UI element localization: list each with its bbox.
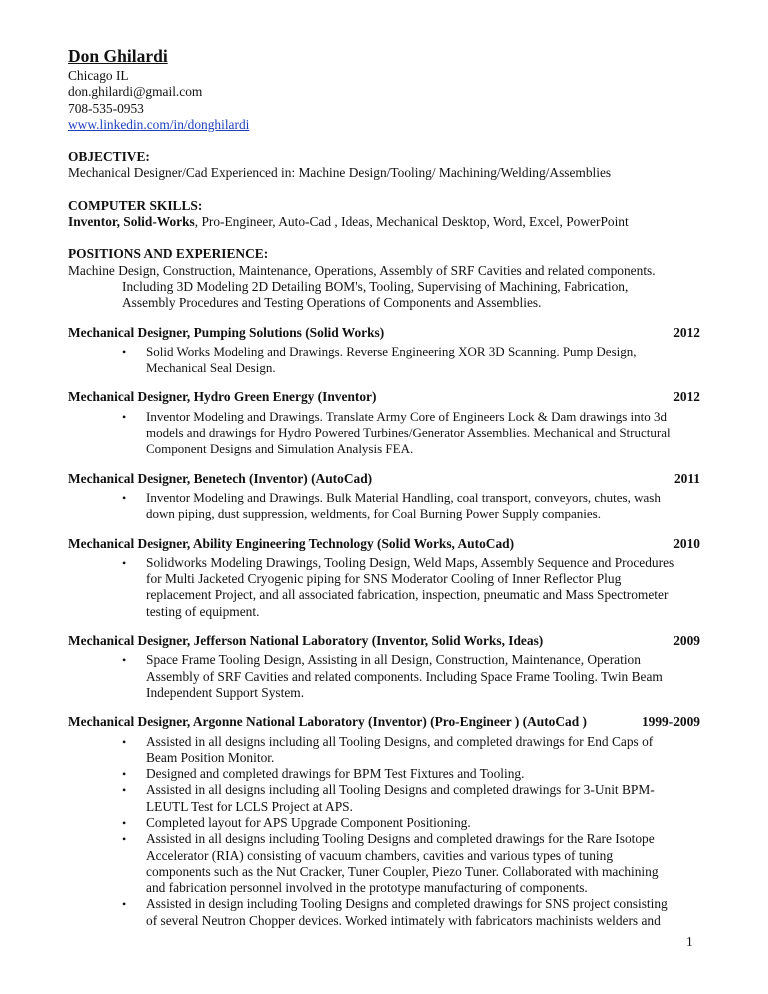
jobs-list	[68, 325, 700, 930]
job-year: 2009	[673, 633, 700, 649]
job-title: Mechanical Designer, Argonne National Laboratory (Inventor) (Pro-Engineer ) (AutoCad )	[68, 714, 587, 730]
job-bullets	[68, 734, 700, 930]
bullet-icon: •	[122, 815, 127, 830]
positions-section	[68, 246, 700, 311]
bullet-line: Inventor Modeling and Drawings. Bulk Material Handling, coal transport, conveyors, chutes, wash	[146, 489, 661, 505]
bullet-icon: •	[122, 767, 127, 782]
bullet-line: of several Neutron Chopper devices. Worked intimately with fabricators machinists welders and	[146, 912, 661, 928]
candidate-name: Don Ghilardi	[68, 46, 168, 66]
job-entry	[68, 471, 700, 523]
job-title-row	[68, 633, 700, 649]
bullet-line: Accelerator (RIA) consisting of vacuum chambers, cavities and various types of tuning	[146, 847, 614, 863]
job-year: 1999-2009	[641, 714, 700, 730]
job-bullets	[68, 409, 700, 458]
bullet-item	[68, 831, 700, 896]
job-title-row	[68, 325, 700, 341]
job-year: 2010	[673, 535, 700, 551]
job-bullets	[68, 490, 700, 523]
bullet-icon: •	[122, 734, 127, 749]
bullet-icon: •	[122, 344, 127, 359]
bullet-line: Assisted in all designs including all Tooling Designs and completed drawings for 3-Unit BPM-	[146, 782, 655, 798]
bullet-line: testing of equipment.	[146, 603, 260, 619]
objective-section	[68, 149, 700, 182]
bullet-line: Independent Support System.	[146, 684, 305, 700]
bullet-item	[68, 766, 700, 782]
bullet-icon: •	[122, 832, 127, 847]
bullet-line: for Multi Jacketed Cryogenic piping for SNS Moderator Cooling of Inner Reflector Plug	[146, 571, 622, 587]
bullet-line: models and drawings for Hydro Powered Turbines/Generator Assemblies. Mechanical and Structural	[146, 425, 671, 441]
bullet-item	[68, 734, 700, 767]
bullet-line: replacement Project, and all associated fabrication, inspection, pneumatic and Mass Spectrometer	[146, 587, 669, 603]
bullet-icon: •	[122, 409, 127, 424]
job-entry	[68, 389, 700, 457]
location: Chicago IL	[68, 68, 129, 83]
skills-heading: COMPUTER SKILLS:	[68, 197, 203, 213]
job-entry	[68, 536, 700, 620]
job-entry	[68, 633, 700, 701]
job-title-row	[68, 389, 700, 405]
bullet-line: components such as the Nut Cracker, Tuner Coupler, Piezo Tuner. Collaborated with machining	[146, 863, 659, 879]
job-title: Mechanical Designer, Jefferson National Laboratory (Inventor, Solid Works, Ideas)	[68, 633, 544, 649]
objective-text: Mechanical Designer/Cad Experienced in: Machine Design/Tooling/ Machining/Welding/Assemblies	[68, 165, 612, 181]
job-title: Mechanical Designer, Ability Engineering Technology (Solid Works, AutoCad)	[68, 535, 515, 551]
job-title: Mechanical Designer, Pumping Solutions (Solid Works)	[68, 324, 385, 340]
job-title-row	[68, 471, 700, 487]
bullet-item	[68, 490, 700, 523]
bullet-line: Assembly of SRF Cavities and related components. Including Space Frame Tooling. Twin Beam	[146, 668, 663, 684]
bullet-icon: •	[122, 555, 127, 570]
bullet-icon: •	[122, 653, 127, 668]
bullet-line: Solid Works Modeling and Drawings. Reverse Engineering XOR 3D Scanning. Pump Design,	[146, 343, 637, 359]
bullet-item	[68, 896, 700, 929]
skills-lead: Inventor, Solid-Works	[68, 214, 195, 230]
bullet-line: Inventor Modeling and Drawings. Translate Army Core of Engineers Lock & Dam drawings into 3d	[146, 408, 667, 424]
job-title-row	[68, 536, 700, 552]
bullet-line: Assisted in all designs including Tooling Designs and completed drawings for the Rare Isotope	[146, 831, 655, 847]
bullet-item	[68, 815, 700, 831]
job-bullets	[68, 652, 700, 701]
job-entry	[68, 714, 700, 929]
positions-heading: POSITIONS AND EXPERIENCE:	[68, 246, 269, 262]
bullet-icon: •	[122, 783, 127, 798]
job-bullets	[68, 344, 700, 377]
bullet-item	[68, 652, 700, 701]
job-title: Mechanical Designer, Hydro Green Energy (Inventor)	[68, 389, 377, 405]
bullet-line: Solidworks Modeling Drawings, Tooling Design, Weld Maps, Assembly Sequence and Procedures	[146, 554, 675, 570]
job-title: Mechanical Designer, Benetech (Inventor) (AutoCad)	[68, 470, 373, 486]
bullet-item	[68, 782, 700, 815]
job-bullets	[68, 555, 700, 620]
page-number: 1	[686, 934, 693, 949]
skills-section	[68, 198, 700, 231]
bullet-icon: •	[122, 490, 127, 505]
bullet-line: Designed and completed drawings for BPM Test Fixtures and Tooling.	[146, 766, 525, 782]
bullet-line: Space Frame Tooling Design, Assisting in all Design, Construction, Maintenance, Operation	[146, 652, 641, 668]
job-year: 2012	[673, 324, 700, 340]
bullet-line: down piping, dust suppression, weldments, for Coal Burning Power Supply companies.	[146, 506, 601, 522]
bullet-line: LEUTL Test for LCLS Project at APS.	[146, 798, 353, 814]
skills-text	[68, 214, 700, 230]
bullet-line: Component Designs and Simulation Analysis FEA.	[146, 441, 414, 457]
skills-rest: , Pro-Engineer, Auto-Cad , Ideas, Mechanical Desktop, Word, Excel, PowerPoint	[194, 214, 629, 230]
positions-line-2: Including 3D Modeling 2D Detailing BOM's, Tooling, Supervising of Machining, Fabrication,	[122, 278, 629, 294]
resume-page	[68, 46, 700, 929]
job-title-row	[68, 714, 700, 730]
bullet-line: Mechanical Seal Design.	[146, 360, 276, 376]
objective-heading: OBJECTIVE:	[68, 149, 150, 165]
job-year: 2012	[673, 389, 700, 405]
bullet-item	[68, 344, 700, 377]
job-entry	[68, 325, 700, 377]
positions-line-3: Assembly Procedures and Testing Operations of Components and Assemblies.	[122, 295, 542, 311]
bullet-line: and fabrication personnel involved in the prototype manufacturing of components.	[146, 880, 588, 896]
linkedin-link[interactable]: www.linkedin.com/in/donghilardi	[68, 116, 250, 132]
job-year: 2011	[673, 470, 700, 486]
email: don.ghilardi@gmail.com	[68, 84, 203, 100]
bullet-item	[68, 409, 700, 458]
bullet-line: Beam Position Monitor.	[146, 749, 275, 765]
bullet-line: Assisted in design including Tooling Designs and completed drawings for SNS project consisting	[146, 896, 668, 912]
bullet-item	[68, 555, 700, 620]
bullet-line: Completed layout for APS Upgrade Component Positioning.	[146, 814, 471, 830]
bullet-icon: •	[122, 897, 127, 912]
positions-line-1: Machine Design, Construction, Maintenance, Operations, Assembly of SRF Cavities and related components.	[68, 262, 656, 278]
phone: 708-535-0953	[68, 100, 144, 116]
bullet-line: Assisted in all designs including all Tooling Designs, and completed drawings for End Caps of	[146, 733, 654, 749]
